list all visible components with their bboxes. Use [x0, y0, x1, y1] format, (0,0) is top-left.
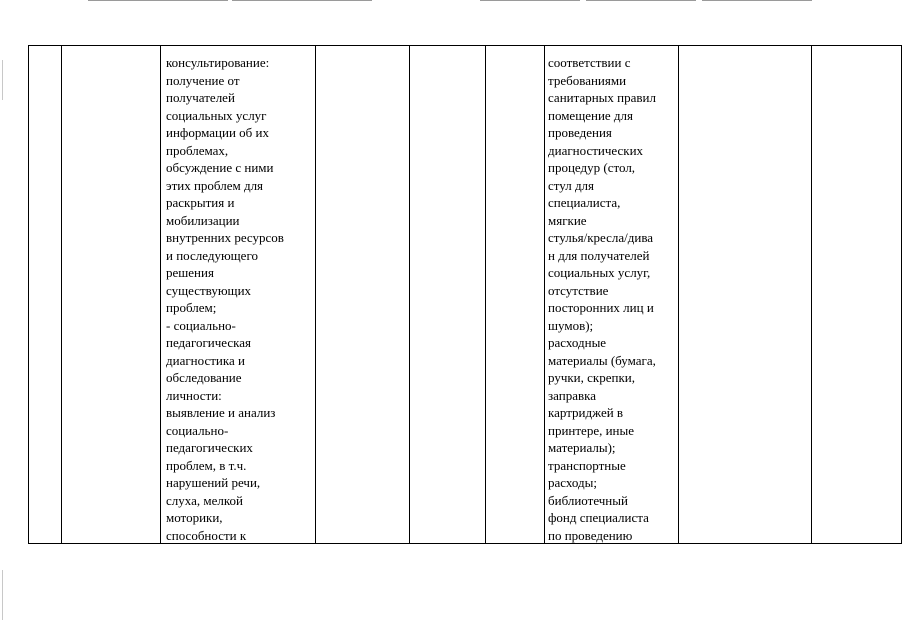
text-line: диагностика и — [166, 352, 245, 368]
text-line: решения — [166, 265, 214, 280]
text-line: транспортные — [548, 457, 626, 473]
text-line: фонд специалиста — [548, 510, 649, 525]
column-divider — [315, 46, 316, 543]
text-line: информации об их — [166, 125, 269, 140]
text-line: консультирование: — [166, 55, 270, 70]
cell-service-conditions — [548, 54, 676, 544]
text-line: картриджей в — [548, 405, 624, 420]
scan-edge-mark — [2, 570, 3, 620]
text-line: процедур (стол, — [548, 160, 636, 175]
column-divider — [61, 46, 62, 543]
column-divider — [160, 46, 161, 543]
text-line: стулья/кресла/дива — [548, 230, 654, 245]
column-divider — [485, 46, 486, 543]
scan-edge-line — [586, 0, 696, 1]
text-line: расходы; — [548, 475, 597, 490]
text-line: проведения — [548, 125, 612, 140]
column-divider — [409, 46, 410, 543]
text-line: специалиста, — [548, 195, 621, 210]
text-line: социальных услуг — [166, 107, 267, 123]
table-border-right — [901, 46, 902, 543]
text-line: отсутствие — [548, 282, 609, 298]
text-line: соответствии с — [548, 55, 631, 70]
text-line: получение от — [166, 72, 240, 88]
text-line: раскрытия и — [166, 195, 235, 210]
text-line: мягкие — [548, 212, 587, 228]
text-line: этих проблем для — [166, 177, 264, 193]
text-line: н для получателей — [548, 247, 650, 263]
text-line: мобилизации — [166, 212, 240, 228]
text-line: обсуждение с ними — [166, 160, 274, 175]
text-line: проблем; — [166, 300, 217, 315]
text-line: посторонних лиц и — [548, 300, 654, 315]
scan-edge-line — [702, 0, 812, 1]
text-line: получателей — [166, 90, 235, 105]
text-line: способности к — [166, 527, 247, 543]
text-line: социальных услуг, — [548, 265, 651, 280]
text-line: стул для — [548, 177, 595, 193]
cell-service-description — [166, 54, 312, 544]
text-line: социально- — [166, 422, 229, 438]
text-line: моторики, — [166, 510, 223, 525]
scan-edge-line — [232, 0, 372, 1]
text-line: помещение для — [548, 107, 634, 123]
text-line: санитарных правил — [548, 90, 656, 105]
services-table — [28, 45, 902, 544]
text-line: - социально- — [166, 317, 236, 333]
column-divider — [544, 46, 545, 543]
table-border-left — [28, 46, 29, 543]
text-line: заправка — [548, 387, 596, 403]
text-line: по проведению — [548, 527, 633, 543]
text-line: личности: — [166, 387, 222, 403]
text-line: ручки, скрепки, — [548, 370, 635, 385]
text-line: шумов); — [548, 317, 594, 333]
text-line: диагностических — [548, 142, 644, 158]
text-line: проблем, в т.ч. — [166, 457, 247, 473]
text-line: обследование — [166, 370, 242, 385]
text-line: расходные — [548, 335, 607, 350]
scan-edge-mark — [2, 60, 3, 100]
text-line: требованиями — [548, 72, 627, 88]
text-line: нарушений речи, — [166, 475, 261, 490]
text-line: принтере, иные — [548, 422, 635, 438]
text-line: внутренних ресурсов — [166, 230, 284, 245]
column-divider — [678, 46, 679, 543]
column-divider — [811, 46, 812, 543]
scan-edge-line — [88, 0, 228, 1]
text-line: библиотечный — [548, 492, 628, 508]
text-line: слуха, мелкой — [166, 492, 243, 508]
text-line: педагогическая — [166, 335, 252, 350]
text-line: выявление и анализ — [166, 405, 276, 420]
text-line: материалы (бумага, — [548, 352, 656, 368]
scan-edge-line — [480, 0, 580, 1]
text-line: проблемах, — [166, 142, 229, 158]
text-line: педагогических — [166, 440, 253, 455]
text-line: материалы); — [548, 440, 616, 455]
text-line: и последующего — [166, 247, 258, 263]
text-line: существующих — [166, 282, 252, 298]
